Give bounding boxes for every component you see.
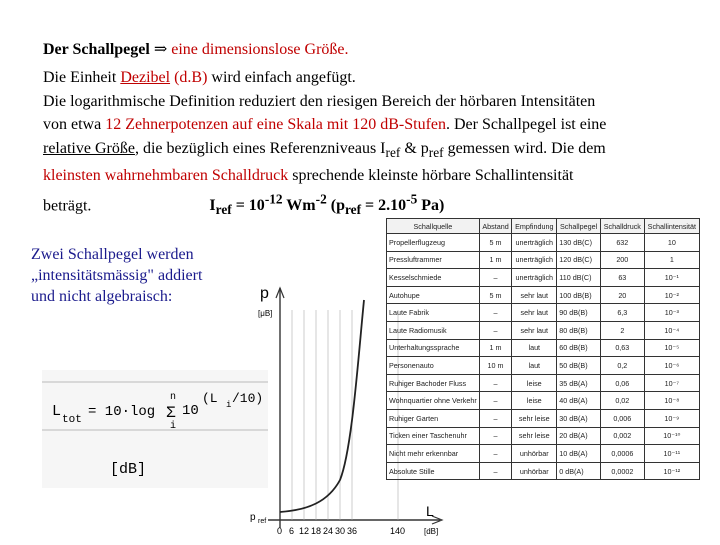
exponential-curve	[280, 300, 364, 512]
table-cell: 63	[600, 269, 644, 287]
x-tick: 12	[299, 526, 310, 536]
side-note: Zwei Schallpegel werden „intensitätsmässig" addiert und nicht algebraisch:	[31, 246, 203, 305]
svg-text:i: i	[170, 421, 177, 432]
sum-formula	[42, 370, 268, 488]
x-axis-label: L	[426, 503, 434, 519]
table-cell: –	[479, 427, 512, 445]
table-cell: 10	[644, 234, 699, 252]
table-cell: 10⁻⁶	[644, 357, 699, 375]
svg-text:i: i	[226, 400, 232, 410]
table-cell: 10 dB(A)	[557, 445, 601, 463]
svg-text:[dB]: [dB]	[424, 527, 439, 536]
table-cell: Ruhiger Bachoder Fluss	[387, 374, 480, 392]
table-row	[387, 427, 700, 445]
table-cell: unerträglich	[512, 251, 557, 269]
table-row	[387, 462, 700, 480]
formula-unit: [dB]	[110, 461, 147, 478]
table-cell: –	[479, 321, 512, 339]
table-cell: 5 m	[479, 286, 512, 304]
svg-text:(L: (L	[202, 391, 218, 406]
implies-arrow: ⇒	[153, 41, 168, 58]
table-cell: sehr laut	[512, 321, 557, 339]
table-cell: 10⁻¹	[644, 269, 699, 287]
table-cell: 80 dB(B)	[557, 321, 601, 339]
table-cell: 0,06	[600, 374, 644, 392]
table-cell: Autohupe	[387, 286, 480, 304]
pref-label: p	[250, 512, 256, 523]
page-title	[43, 39, 349, 59]
table-cell: 0,006	[600, 409, 644, 427]
table-cell: Unterhaltungssprache	[387, 339, 480, 357]
table-cell: 0 dB(A)	[557, 462, 601, 480]
table-cell: Propellerflugzeug	[387, 234, 480, 252]
table-cell: 10⁻⁴	[644, 321, 699, 339]
table-cell: 0,63	[600, 339, 644, 357]
table-row	[387, 269, 700, 287]
table-row	[387, 234, 700, 252]
table-cell: 10⁻⁵	[644, 339, 699, 357]
table-cell: sehr leise	[512, 409, 557, 427]
table-row	[387, 321, 700, 339]
table-cell: 5 m	[479, 234, 512, 252]
table-row	[387, 286, 700, 304]
table-cell: Ticken einer Taschenuhr	[387, 427, 480, 445]
table-cell: 0,0002	[600, 462, 644, 480]
svg-text:n: n	[170, 392, 177, 403]
table-cell: leise	[512, 392, 557, 410]
table-row	[387, 445, 700, 463]
table-row	[387, 304, 700, 322]
table-cell: leise	[512, 374, 557, 392]
table-cell: Laute Radiomusik	[387, 321, 480, 339]
table-cell: 6,3	[600, 304, 644, 322]
table-cell: –	[479, 304, 512, 322]
table-cell: 30 dB(A)	[557, 409, 601, 427]
table-cell: 100 dB(B)	[557, 286, 601, 304]
table-cell: 40 dB(A)	[557, 392, 601, 410]
table-row	[387, 357, 700, 375]
body-line-5: kleinsten wahrnehmbaren Schalldruck sprechende kleinste hörbare Schallintensität	[43, 167, 574, 185]
table-cell: 90 dB(B)	[557, 304, 601, 322]
formula-svg	[42, 370, 268, 488]
table-cell: 0,002	[600, 427, 644, 445]
table-cell: 2	[600, 321, 644, 339]
sum-symbol: Σ	[166, 404, 176, 422]
table-cell: –	[479, 445, 512, 463]
x-tick: 0	[277, 526, 283, 536]
table-cell: 110 dB(C)	[557, 269, 601, 287]
table-cell: 50 dB(B)	[557, 357, 601, 375]
table-cell: unerträglich	[512, 269, 557, 287]
table-cell: 10 m	[479, 357, 512, 375]
table-cell: 10⁻⁷	[644, 374, 699, 392]
table-cell: sehr laut	[512, 286, 557, 304]
table-cell: 60 dB(B)	[557, 339, 601, 357]
table-header-row: Schallquelle Abstand Empfindung Schallpegel Schalldruck Schallintensität	[387, 219, 700, 234]
table-cell: 0,2	[600, 357, 644, 375]
table-cell: laut	[512, 339, 557, 357]
table-cell: 35 dB(A)	[557, 374, 601, 392]
table-cell: –	[479, 269, 512, 287]
table-cell: unhörbar	[512, 445, 557, 463]
table-body	[387, 234, 700, 480]
table-cell: Ruhiger Garten	[387, 409, 480, 427]
body-line-3: von etwa 12 Zehnerpotenzen auf eine Skala mit 120 dB-Stufen. Der Schallpegel ist eine	[43, 116, 607, 133]
table-cell: 632	[600, 234, 644, 252]
table-cell: Laute Fabrik	[387, 304, 480, 322]
svg-text:tot: tot	[62, 414, 82, 426]
table-row	[387, 392, 700, 410]
table-cell: sehr laut	[512, 304, 557, 322]
table-cell: 10⁻¹¹	[644, 445, 699, 463]
x-tick: 24	[323, 526, 334, 536]
sound-level-table	[386, 218, 700, 480]
table-cell: 10⁻³	[644, 304, 699, 322]
svg-text:/10): /10)	[232, 391, 264, 406]
table-cell: 20 dB(A)	[557, 427, 601, 445]
body-line-6: beträgt. $I_{ref} = 10^{-12}$ $Wm^{-2}$ ($p_{ref} = 2.10^{-5}$ Pa)	[43, 191, 445, 218]
table-cell: –	[479, 409, 512, 427]
x-tick: 140	[390, 526, 406, 536]
table-cell: unhörbar	[512, 462, 557, 480]
formula-lhs: L	[52, 403, 62, 420]
table-cell: 0,0006	[600, 445, 644, 463]
table-cell: 10⁻¹⁰	[644, 427, 699, 445]
table-row	[387, 251, 700, 269]
body-line-4: relative Größe, die bezüglich eines Referenzniveaus $I_{ref}$ & $p_{ref}$ gemessen wird. Die dem	[43, 139, 606, 160]
x-tick: 6	[289, 526, 295, 536]
table-cell: –	[479, 392, 512, 410]
table-cell: 130 dB(C)	[557, 234, 601, 252]
relative-term: relative Größe	[43, 139, 135, 157]
table-cell: 20	[600, 286, 644, 304]
table-row	[387, 409, 700, 427]
y-axis-label: p	[260, 285, 269, 302]
svg-text:ref: ref	[258, 518, 267, 525]
table-cell: –	[479, 462, 512, 480]
table-cell: Wohnquartier ohne Verkehr	[387, 392, 480, 410]
table-cell: –	[479, 374, 512, 392]
x-tick-labels	[277, 526, 405, 536]
table-cell: 1 m	[479, 251, 512, 269]
table-cell: Kesselschmiede	[387, 269, 480, 287]
table-cell: 10⁻⁹	[644, 409, 699, 427]
table-row	[387, 374, 700, 392]
table-cell: Nicht mehr erkennbar	[387, 445, 480, 463]
table-row	[387, 339, 700, 357]
x-tick: 18	[311, 526, 322, 536]
svg-text:10: 10	[182, 403, 199, 419]
table-cell: 1	[644, 251, 699, 269]
body-paragraph	[43, 66, 693, 222]
table-cell: 120 dB(C)	[557, 251, 601, 269]
formula-eq: = 10·log	[88, 404, 156, 420]
table-cell: 1 m	[479, 339, 512, 357]
table-cell: Absolute Stille	[387, 462, 480, 480]
title-bold: Der Schallpegel	[43, 41, 150, 58]
x-tick: 36	[347, 526, 358, 536]
svg-text:[μB]: [μB]	[258, 309, 273, 318]
table-cell: Pressluftrammer	[387, 251, 480, 269]
title-rest: eine dimensionslose Größe.	[171, 41, 349, 58]
table-cell: sehr leise	[512, 427, 557, 445]
table-cell: Personenauto	[387, 357, 480, 375]
table-cell: 0,02	[600, 392, 644, 410]
table-cell: 10⁻²	[644, 286, 699, 304]
body-line-1: Die Einheit Dezibel (d.B) wird einfach angefügt.	[43, 69, 356, 86]
dezibel-term: Dezibel	[120, 69, 171, 86]
table-cell: unerträglich	[512, 234, 557, 252]
table-cell: 200	[600, 251, 644, 269]
table-cell: 10⁻⁸	[644, 392, 699, 410]
table-cell: 10⁻¹²	[644, 462, 699, 480]
x-tick: 30	[335, 526, 346, 536]
table-cell: laut	[512, 357, 557, 375]
body-line-2: Die logarithmische Definition reduziert den riesigen Bereich der hörbaren Intensitäten	[43, 92, 596, 110]
